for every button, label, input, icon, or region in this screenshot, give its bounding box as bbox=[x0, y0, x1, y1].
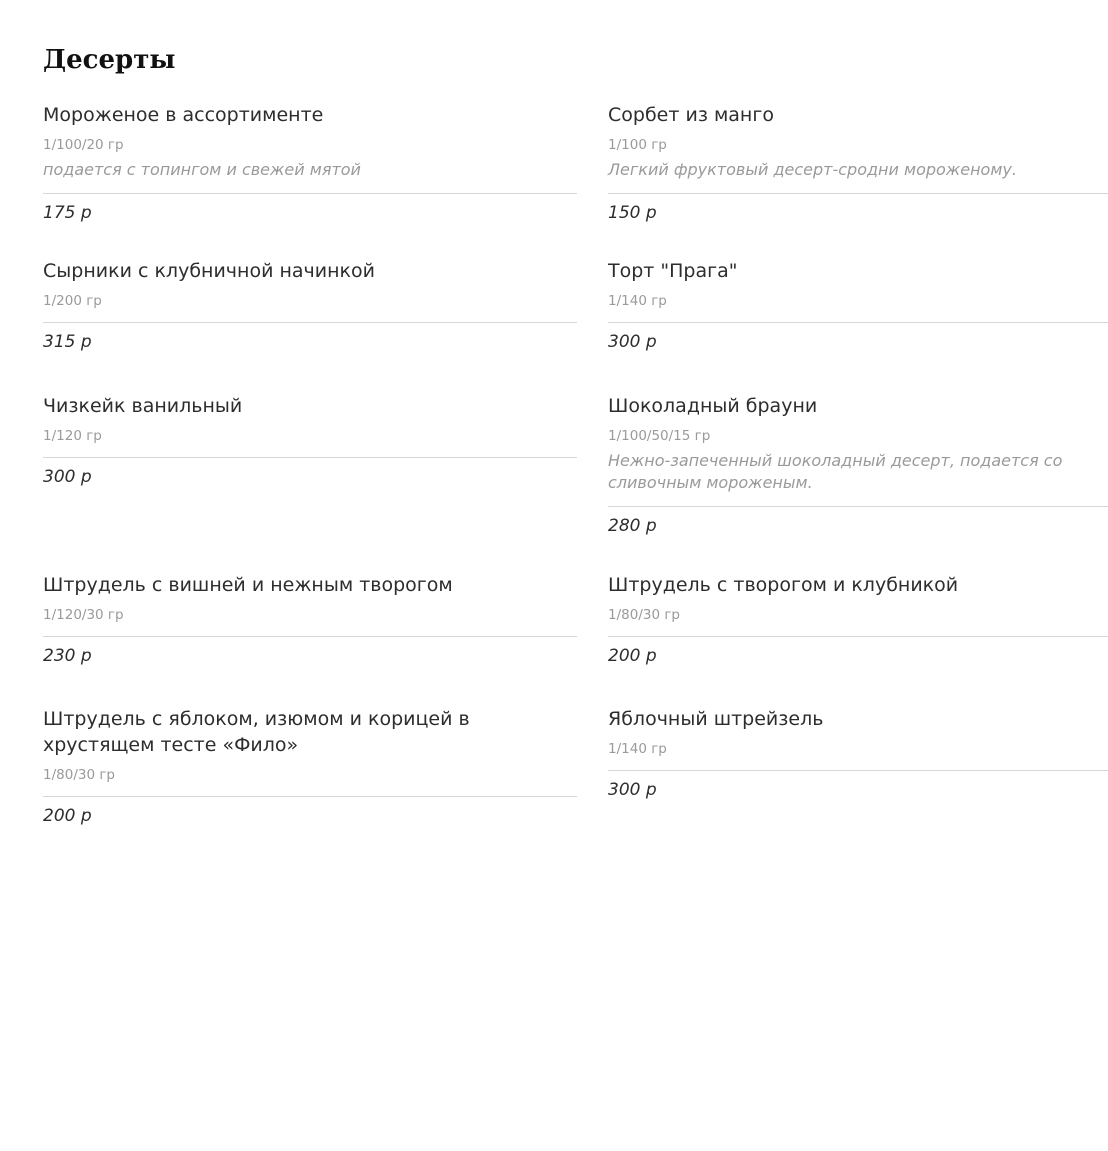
item-description: Нежно-запеченный шоколадный десерт, подается со сливочным мороженым. bbox=[608, 451, 1063, 492]
item-price: 280 р bbox=[608, 516, 657, 536]
item-price: 150 р bbox=[608, 203, 657, 223]
item-name: Шоколадный брауни bbox=[608, 395, 818, 417]
item-weight: 1/140 гр bbox=[608, 741, 667, 757]
item-divider bbox=[608, 193, 1108, 194]
item-weight: 1/100 гр bbox=[608, 137, 667, 153]
item-weight: 1/200 гр bbox=[43, 293, 102, 309]
menu-item-praga-cake[interactable] bbox=[608, 258, 1108, 353]
menu-item-vanilla-cheesecake[interactable] bbox=[43, 393, 577, 488]
item-weight: 1/140 гр bbox=[608, 293, 667, 309]
item-description: Легкий фруктовый десерт-сродни мороженому. bbox=[608, 160, 1017, 179]
item-divider bbox=[43, 636, 577, 637]
item-divider bbox=[608, 322, 1108, 323]
item-name: Штрудель с творогом и клубникой bbox=[608, 574, 959, 596]
item-divider bbox=[43, 322, 577, 323]
item-name: Штрудель с вишней и нежным творогом bbox=[43, 574, 453, 596]
menu-item-mango-sorbet[interactable] bbox=[608, 102, 1108, 224]
item-weight: 1/100/50/15 гр bbox=[608, 428, 711, 444]
item-name: Сырники с клубничной начинкой bbox=[43, 260, 375, 282]
item-description: подается с топингом и свежей мятой bbox=[43, 160, 361, 179]
menu-item-apple-streusel[interactable] bbox=[608, 706, 1108, 801]
item-name: Чизкейк ванильный bbox=[43, 395, 243, 417]
item-divider bbox=[43, 796, 577, 797]
item-weight: 1/80/30 гр bbox=[43, 767, 115, 783]
item-price: 200 р bbox=[43, 806, 92, 826]
item-name: Мороженое в ассортименте bbox=[43, 104, 324, 126]
menu-item-chocolate-brownie[interactable] bbox=[608, 393, 1108, 537]
item-price: 200 р bbox=[608, 646, 657, 666]
menu-item-cherry-strudel[interactable] bbox=[43, 572, 577, 667]
item-price: 230 р bbox=[43, 646, 92, 666]
item-divider bbox=[608, 636, 1108, 637]
item-divider bbox=[43, 457, 577, 458]
menu-item-apple-strudel[interactable] bbox=[43, 706, 577, 827]
menu-item-ice-cream[interactable] bbox=[43, 102, 577, 224]
menu-item-syrniki[interactable] bbox=[43, 258, 577, 353]
item-price: 300 р bbox=[608, 332, 657, 352]
item-name: Штрудель с яблоком, изюмом и корицей в хрустящем тесте «Фило» bbox=[43, 708, 470, 756]
item-price: 175 р bbox=[43, 203, 92, 223]
item-price: 300 р bbox=[608, 780, 657, 800]
item-weight: 1/80/30 гр bbox=[608, 607, 680, 623]
item-weight: 1/100/20 гр bbox=[43, 137, 124, 153]
item-name: Торт "Прага" bbox=[608, 260, 738, 282]
item-name: Сорбет из манго bbox=[608, 104, 774, 126]
item-weight: 1/120/30 гр bbox=[43, 607, 124, 623]
item-weight: 1/120 гр bbox=[43, 428, 102, 444]
item-divider bbox=[608, 770, 1108, 771]
section-title: Десерты bbox=[43, 45, 176, 75]
item-divider bbox=[43, 193, 577, 194]
menu-item-strawberry-strudel[interactable] bbox=[608, 572, 1108, 667]
item-divider bbox=[608, 506, 1108, 507]
item-name: Яблочный штрейзель bbox=[608, 708, 824, 730]
item-price: 315 р bbox=[43, 332, 92, 352]
item-price: 300 р bbox=[43, 467, 92, 487]
